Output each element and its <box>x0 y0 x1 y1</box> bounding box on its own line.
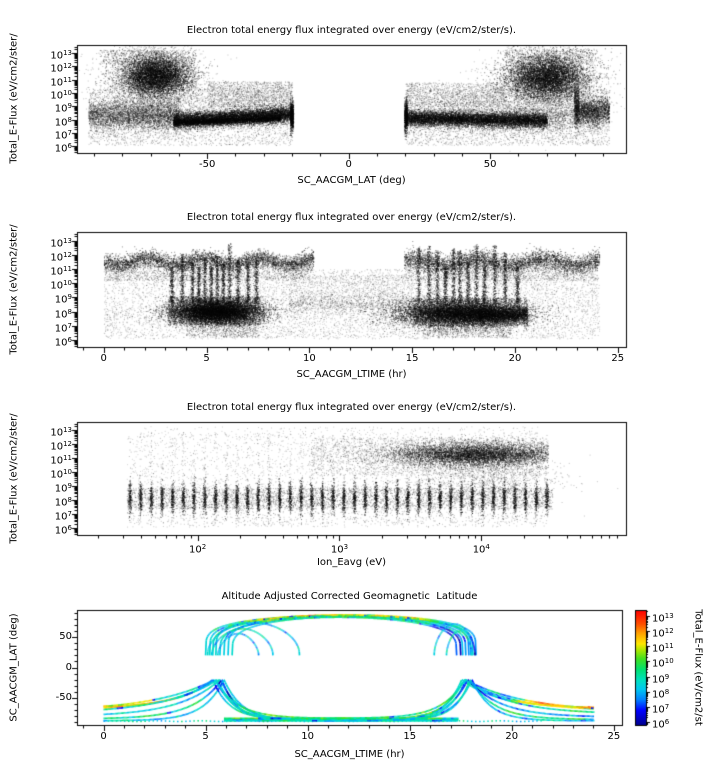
p1-x-tick--50: -50 <box>199 159 216 170</box>
p1-x-tick-0: 0 <box>345 159 352 170</box>
p1-y-tick-10e6: $10^6$ <box>54 142 72 155</box>
p1-y-tick-10e10: $10^{10}$ <box>50 89 72 102</box>
p1-y-tick-10e7: $10^7$ <box>54 129 72 142</box>
p4-x-tick-10: 10 <box>301 731 314 742</box>
panel4-x-axis-label: SC_AACGM_LTIME (hr) <box>294 749 405 760</box>
p3-x-tick-10e3: $10^3$ <box>330 543 349 556</box>
panel4-y-axis-label: SC_AACGM_LAT (deg) <box>8 613 20 722</box>
p2-y-tick-10e11: $10^{11}$ <box>50 264 72 278</box>
p4-x-tick-0: 0 <box>100 731 107 742</box>
p2-x-tick-0: 0 <box>100 353 107 364</box>
p2-y-tick-10e10: $10^{10}$ <box>50 279 72 292</box>
p2-x-tick-25: 25 <box>611 353 625 364</box>
colorbar-tick-10e13: $10^{13}$ <box>652 612 674 625</box>
p2-x-tick-15: 15 <box>405 353 419 364</box>
p2-y-tick-10e9: $10^9$ <box>54 293 72 306</box>
p3-y-tick-10e9: $10^9$ <box>54 482 72 495</box>
p2-y-tick-10e6: $10^6$ <box>54 335 72 349</box>
panel3-x-axis-label: Ion_Eavg (eV) <box>316 557 387 568</box>
colorbar-tick-10e12: $10^{12}$ <box>652 627 674 640</box>
panel1-x-axis-label: SC_AACGM_LAT (deg) <box>297 175 406 186</box>
p3-y-tick-10e12: $10^{12}$ <box>50 440 72 453</box>
p3-y-tick-10e6: $10^6$ <box>54 524 72 537</box>
colorbar-tick-10e10: $10^{10}$ <box>652 657 674 670</box>
p3-y-tick-10e8: $10^8$ <box>54 496 72 509</box>
panel1-title: Electron total energy flux integrated over energy (eV/cm2/ster/s). <box>186 25 517 36</box>
p1-y-tick-10e11: $10^{11}$ <box>50 75 72 88</box>
panel3-y-axis-label: Total_E-Flux (eV/cm2/ster/ <box>8 413 20 544</box>
p2-y-tick-10e12: $10^{12}$ <box>50 250 72 264</box>
colorbar-label: Total_E-Flux (eV/cm2/st <box>692 609 704 726</box>
panel1-y-axis-label: Total_E-Flux (eV/cm2/ster/ <box>8 33 20 164</box>
p1-y-tick-10e8: $10^8$ <box>54 115 72 128</box>
p1-x-tick-50: 50 <box>483 159 497 170</box>
panel3-title: Electron total energy flux integrated over energy (eV/cm2/ster/s). <box>186 402 517 413</box>
p3-y-tick-10e13: $10^{13}$ <box>50 426 72 439</box>
p4-y-tick-50: 50 <box>59 631 72 643</box>
colorbar-tick-10e7: $10^7$ <box>652 702 670 716</box>
p1-y-tick-10e12: $10^{12}$ <box>50 62 72 75</box>
p4-x-tick-5: 5 <box>202 731 209 742</box>
p2-x-tick-10: 10 <box>302 353 316 364</box>
p4-y-tick--50: -50 <box>55 691 72 703</box>
colorbar-tick-10e8: $10^8$ <box>652 687 670 701</box>
panel2-x-axis-label: SC_AACGM_LTIME (hr) <box>296 369 407 380</box>
p4-x-tick-25: 25 <box>607 731 621 742</box>
p1-y-tick-10e9: $10^9$ <box>54 102 72 115</box>
p2-x-tick-20: 20 <box>508 353 522 364</box>
panel2-title: Electron total energy flux integrated over energy (eV/cm2/ster/s). <box>186 212 517 223</box>
p3-x-tick-10e2: $10^2$ <box>188 543 207 556</box>
colorbar-tick-10e6: $10^6$ <box>652 717 670 731</box>
p3-x-tick-10e4: $10^4$ <box>472 543 490 556</box>
p4-y-tick-0: 0 <box>65 661 72 673</box>
p3-y-tick-10e11: $10^{11}$ <box>50 454 72 467</box>
p2-x-tick-5: 5 <box>203 353 210 364</box>
panel4-title: Altitude Adjusted Corrected Geomagnetic Latitude <box>221 591 478 602</box>
panel2-y-axis-label: Total_E-Flux (eV/cm2/ster/ <box>8 224 20 355</box>
p3-y-tick-10e7: $10^7$ <box>54 510 72 523</box>
p4-x-tick-15: 15 <box>403 731 417 742</box>
colorbar-tick-10e11: $10^{11}$ <box>652 642 674 655</box>
p2-y-tick-10e7: $10^7$ <box>54 321 72 335</box>
p1-y-tick-10e13: $10^{13}$ <box>50 49 72 62</box>
p2-y-tick-10e8: $10^8$ <box>54 307 72 320</box>
p2-y-tick-10e13: $10^{13}$ <box>50 236 72 249</box>
p4-x-tick-20: 20 <box>505 731 519 742</box>
colorbar-tick-10e9: $10^9$ <box>652 672 670 685</box>
p3-y-tick-10e10: $10^{10}$ <box>50 468 72 481</box>
